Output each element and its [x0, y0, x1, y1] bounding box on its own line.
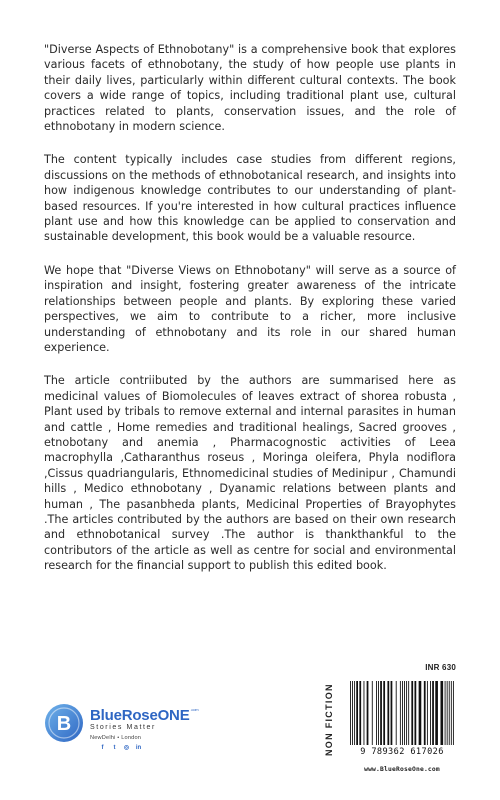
barcode-bar	[391, 681, 393, 745]
publisher-name-suffix: .com	[190, 707, 199, 712]
barcode-bar	[406, 681, 407, 745]
barcode-bar	[411, 681, 413, 745]
barcode-bar	[424, 681, 426, 745]
barcode-bar	[435, 681, 438, 745]
barcode-bar	[352, 681, 353, 745]
barcode-bar	[408, 681, 409, 745]
barcode-bar	[404, 681, 405, 745]
publisher-logo-letter: B	[56, 713, 72, 735]
barcode-bar	[359, 681, 361, 745]
isbn-number: 9 789362 617026	[360, 747, 444, 757]
facebook-icon: f	[101, 745, 104, 751]
genre-label: NON FICTION	[324, 683, 334, 756]
barcode-bar	[400, 681, 401, 745]
barcode-bar	[383, 681, 385, 745]
barcode-bar	[432, 681, 434, 745]
linkedin-icon: in	[135, 745, 142, 751]
publisher-social-links	[99, 745, 142, 752]
barcode-bar	[364, 681, 365, 745]
publisher-website: www.BlueRoseOne.com	[364, 766, 440, 773]
blurb-paragraph-1: "Diverse Aspects of Ethnobotany" is a comprehensive book that explores various facets of ethnobotany, the study of how people use plants in their daily lives, particularly within different cultural contexts. The book covers a wide range of topics, including traditional plant use, cultural practices related to plants, conservation issues, and the role of ethnobotany in modern science.	[44, 43, 456, 134]
barcode-bar	[402, 681, 403, 745]
barcode-bar	[387, 681, 389, 745]
barcode-bar	[396, 681, 397, 745]
twitter-icon: t	[113, 745, 116, 751]
barcode-bar	[350, 681, 351, 745]
publisher-name	[90, 707, 198, 724]
barcode-bar	[378, 681, 379, 745]
barcode-bar	[430, 681, 431, 745]
barcode-bar	[414, 681, 416, 745]
publisher-name-emphasis: ONE	[157, 707, 190, 724]
barcode-bars	[348, 679, 456, 747]
barcode-bar	[445, 681, 446, 745]
blurb-paragraph-4: The article contriibuted by the authors are summarised here as medicinal values of Biomolecules of leaves extract of shorea robusta , Plant used by tribals to remove external and internal parasites in human and cattle , Home remedies and traditional healings, Sacred grooves , etnobotany and anemia , Pharmacognostic activities of Leea macrophylla ,Catharanthus roseus , Moringa oleifera, Phyla nodiflora ,Cissus quadriangularis, Ethnomedicinal studies of Medinipur , Chamundi hills , Medico ethnobotany , Dyanamic relations between plants and human , The pasanbheda plants, Medicinal Properties of Brayophytes .The articles contributed by the authors are based on their own research and ethnobotanical survey .The author is thankthankful to the contributors of the article as well as centre for social and environmental research for the financial support to publish this edited book.	[44, 374, 456, 573]
barcode-bar	[356, 681, 358, 745]
price-label: INR 630	[425, 663, 456, 672]
blurb-paragraph-2: The content typically includes case studies from different regions, discussions on the methods of ethnobotanical research, and insights into how indigenous knowledge contributes to our understanding of plant-based resources. If you're interested in how cultural practices influence plant use and how this knowledge can be applied to conservation and sustainable development, this book would be a valuable resource.	[44, 153, 456, 244]
barcode-bar	[451, 681, 452, 745]
publisher-name-main: BlueRose	[90, 707, 158, 724]
barcode-bar	[419, 681, 422, 745]
barcode-bar	[440, 681, 443, 745]
instagram-icon: ◎	[123, 745, 130, 751]
barcode-bar	[376, 681, 377, 745]
barcode-bar	[354, 681, 355, 745]
barcode-bar	[453, 681, 454, 745]
publisher-locations: NewDelhi • London	[90, 735, 142, 741]
blurb-paragraph-3: We hope that "Diverse Views on Ethnobotany" will serve as a source of inspiration and insight, fostering greater awareness of the intricate relationships between people and plants. By exploring these varied perspectives, we aim to contribute to a richer, more inclusive understanding of ethnobotany and its role in our shared human experience.	[44, 263, 456, 354]
barcode-bar	[380, 681, 382, 745]
isbn-barcode	[348, 679, 456, 761]
barcode-bar	[367, 681, 369, 745]
back-cover-blurb	[44, 42, 456, 574]
barcode-bar	[372, 681, 373, 745]
publisher-logo-icon	[44, 703, 84, 743]
barcode-bar	[447, 681, 448, 745]
barcode-bar	[449, 681, 450, 745]
publisher-logo	[44, 703, 244, 753]
barcode-bar	[427, 681, 428, 745]
publisher-tagline: Stories Matter	[90, 724, 156, 731]
